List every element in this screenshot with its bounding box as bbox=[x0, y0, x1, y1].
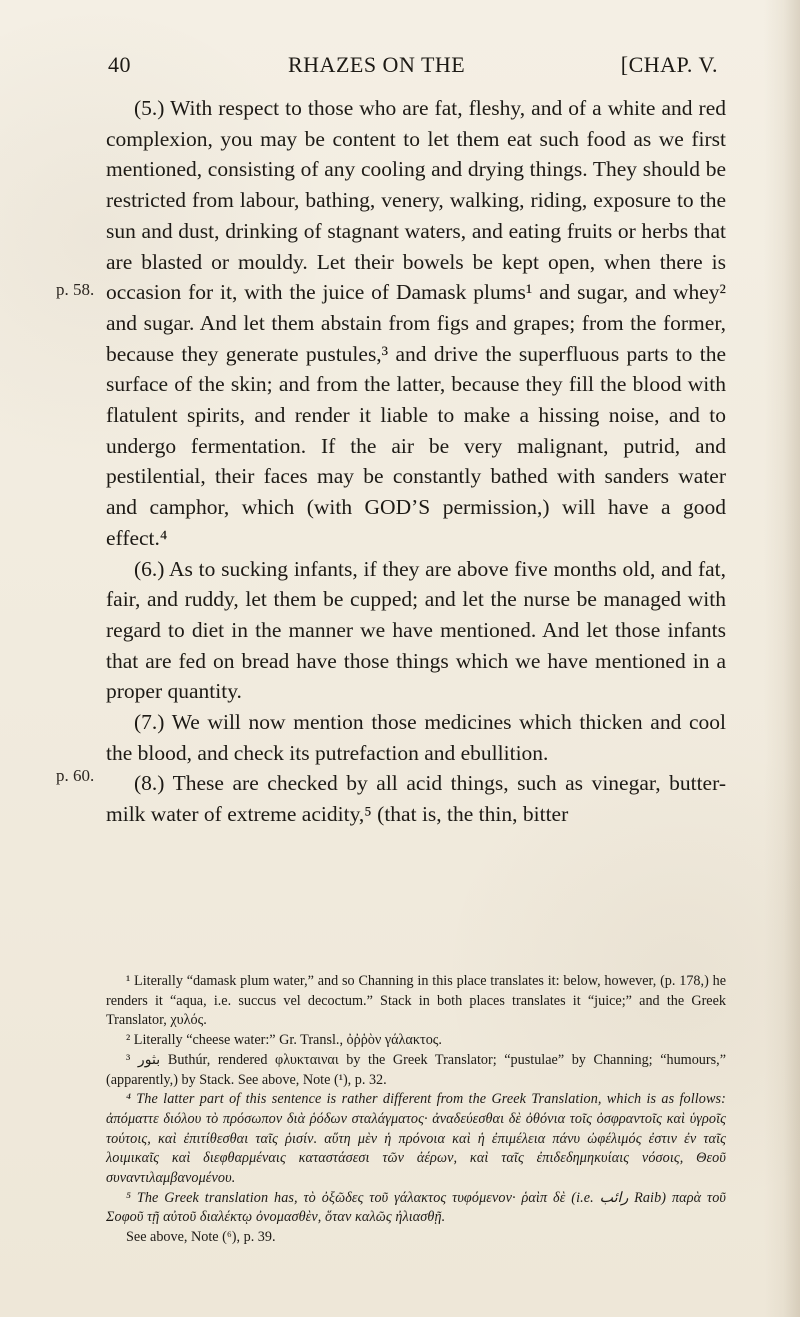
footnote-1: ¹ Literally “damask plum water,” and so Channing in this place translates it: below, however, (p. 178,) he renders it “aqua, i.e. succus vel decoctum.” Stack in both places translates it “juice;” and the Greek Translator, χυλός. bbox=[106, 973, 726, 1029]
main-text bbox=[106, 93, 726, 830]
footnote-4: ⁴ The latter part of this sentence is rather different from the Greek Translation, which is as follows: ἀπόματτε διόλου τὸ πρόσωπον διὰ ῥόδων σταλάγματος· ἀναδεύεσθαι δὲ ὀθόνια τοῖς ὀσφραντοῖς καὶ ὑγροῖς τούτοις, καὶ ἐπιτίθεσθαι ταῖς ῥισίν. αὕτη μὲν ἡ πρόνοια καὶ ἡ ἐπιμέλεια πάνυ ὠφέλιμός ἐστιν ἐν ταῖς λοιμικαῖς καὶ διεφθαρμέναις καταστάσεσι τῶν ἀέρων, καὶ ταῖς ἐπιδεδημηκυίαις νόσοις, Θεοῦ συναντιλαμβανομένου. bbox=[106, 1091, 726, 1187]
running-head bbox=[108, 52, 718, 88]
paragraph-7: (7.) We will now mention those medicines which thicken and cool the blood, and check its putrefaction and ebullition. bbox=[106, 710, 726, 765]
page-header-title: RHAZES ON THE bbox=[288, 52, 466, 77]
chapter-label: [CHAP. V. bbox=[620, 52, 718, 77]
footnote-2: ² Literally “cheese water:” Gr. Transl., ὀῤῥὸν γάλακτος. bbox=[126, 1032, 442, 1049]
paragraph-5: (5.) With respect to those who are fat, fleshy, and of a white and red complexion, you may be content to let them eat such food as we first mentioned, consisting of any cooling and drying things. They should be restricted from labour, bathing, venery, walking, riding, exposure to the sun and dust, drinking of stagnant waters, and eating fruits or herbs that are blasted or mouldy. Let their bowels be kept open, when there is occasion for it, with the juice of Damask plums¹ and sugar, and whey² and sugar. And let them abstain from figs and grapes; from the former, because they generate pustules,³ and drive the superfluous parts to the surface of the skin; and from the latter, because they fill the blood with flatulent spirits, and render it liable to make a hissing noise, and to undergo fermentation. If the air be very malignant, putrid, and pestilential, their faces may be constantly bathed with sanders water and camphor, which (with GOD’S permission,) will have a good effect.⁴ bbox=[106, 96, 726, 550]
footnote-see-above: See above, Note (⁶), p. 39. bbox=[126, 1229, 276, 1246]
footnote-5: ⁵ The Greek translation has, τὸ ὀξῶδες τοῦ γάλακτος τυφόμενον· ῥαὶπ δὲ (i.e. رائب Raib) παρὰ τοῦ Σοφοῦ τῇ αὐτοῦ διαλέκτῳ ὀνομασθὲν, ὅταν καλῶς ἠλιασθῇ. bbox=[106, 1189, 726, 1226]
paragraph-6: (6.) As to sucking infants, if they are above five months old, and fat, fair, and ruddy, let them be cupped; and let the nurse be managed with regard to diet in the manner we have mentioned. And let those infants that are fed on bread have those things which we have mentioned in a proper quantity. bbox=[106, 556, 726, 704]
page-number: 40 bbox=[108, 52, 131, 77]
paragraph-8: (8.) These are checked by all acid things, such as vinegar, butter-milk water of extreme acidity,⁵ (that is, the thin, bitter bbox=[106, 771, 726, 827]
margin-note-p60: p. 60. bbox=[56, 766, 95, 785]
footnote-3: ³ بثور Buthúr, rendered φλυκταιναι by the Greek Translator; “pustulae” by Channing; “humours,” (apparently,) by Stack. See above, Note (¹), p. 32. bbox=[106, 1051, 726, 1088]
page-edge-shadow bbox=[764, 0, 800, 1317]
margin-note-p58: p. 58. bbox=[56, 280, 95, 299]
footnotes bbox=[106, 972, 726, 1248]
